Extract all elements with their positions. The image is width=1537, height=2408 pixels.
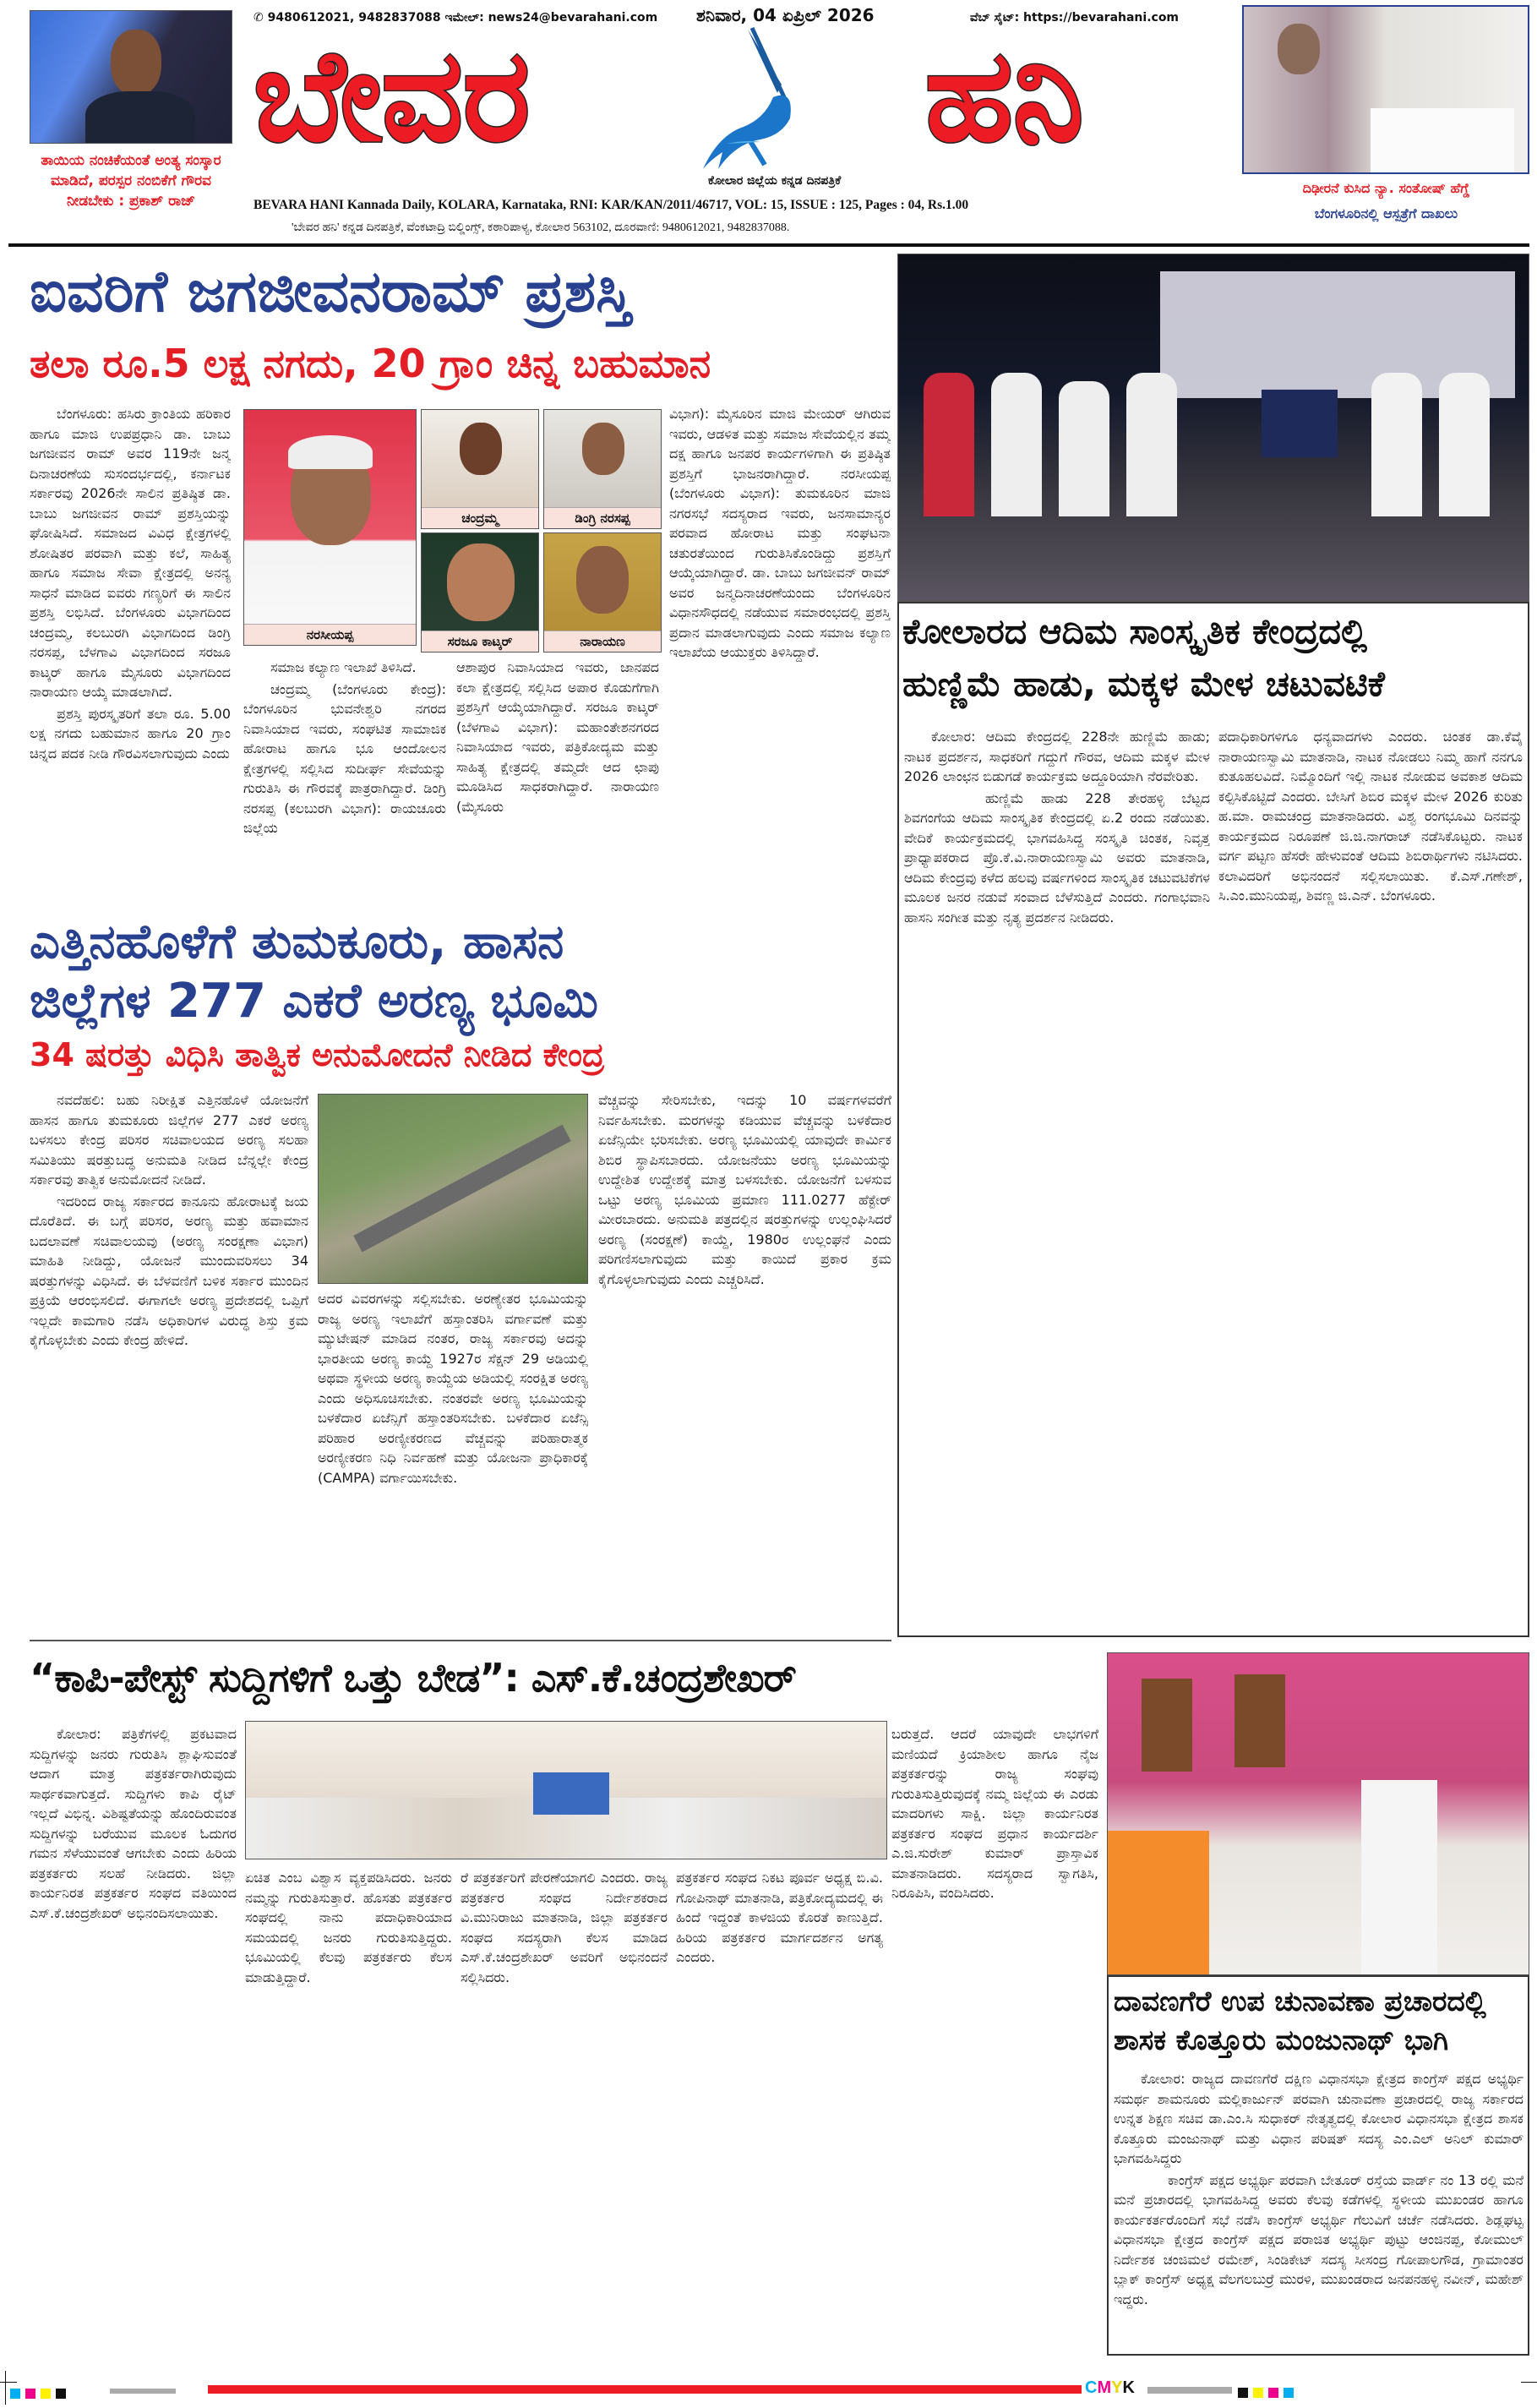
crop-mark xyxy=(0,2382,17,2383)
article-column: ಪತ್ರಕರ್ತರ ಸಂಘದ ನಿಕಟ ಪೂರ್ವ ಅಧ್ಯಕ್ಷ ಬಿ.ವಿ. ಗೋಪಿನಾಥ್ ಮಾತನಾಡಿ, ಪತ್ರಿಕೋದ್ಯಮದಲ್ಲಿ ಈ ಹಿಂದೆ ಇದ್ದಂತೆ ಕಾಳಜಿಯ ಕೊರತೆ ಕಾಣುತ್ತಿದೆ. ಹಿರಿಯ ಪತ್ರಕರ್ತರ ಮಾರ್ಗದರ್ಶನ ಅಗತ್ಯ ಎಂದರು. xyxy=(676,1870,883,1965)
ettinahole-canal-photo xyxy=(318,1094,588,1284)
article-column: ಪದಾಧಿಕಾರಿಗಳಿಗೂ ಧನ್ಯವಾದಗಳು ಎಂದರು. ಚಿಂತಕ ಡಾ.ಕೆವೈ ನಾರಾಯಣಸ್ವಾಮಿ ಮಾತನಾಡಿ, ನಾಟಕ ನೋಡಲು ನಿಮ್ಮ ಹಾಗೆ ನನಗೂ ಕುತೂಹಲವಿದೆ. ನಿಮ್ಮೊಂದಿಗೆ ಇಲ್ಲಿ ನಾಟಕ ನೋಡುವ ಅವಕಾಶ ಆದಿಮ ಕಲ್ಪಿಸಿಕೊಟ್ಟಿದೆ ಎಂದರು. ಬೇಸಿಗೆ ಶಿಬಿರ ಮಕ್ಕಳ ಮೇಳ 2026 ಕುರಿತು ಹ.ಮಾ. ರಾಮಚಂದ್ರ ಮಾತನಾಡಿದರು. ವಿಶ್ವ ರಂಗಭೂಮಿ ದಿನವನ್ನು ಕಾರ್ಯಕ್ರಮದ ನಿರೂಪಣೆ ಜಿ.ಜಿ.ನಾಗರಾಜ್ ನಡೆಸಿಕೊಟ್ಟರು. ನಾಟಕ ವರ್ಗ ಪಟ್ಟಣ ಹೆಸರೇ ಹೇಳುವಂತೆ ಆದಿಮ ಶಿಬಿರಾರ್ಥಿಗಳು ನಟಿಸಿದರು. ಕಲಾವಿದರಿಗೆ ಅಭಿನಂದನೆ ಸಲ್ಲಿಸಲಾಯಿತು. ಕೆ.ಎಸ್.ಗಣೇಶ್, ಸಿ.ಎಂ.ಮುನಿಯಪ್ಪ, ಶಿವಣ್ಣ ಜಿ.ಎನ್. ಬೆಂಗಳೂರು. xyxy=(1218,729,1523,904)
headline[interactable]: ಕೋಲಾರದ ಆದಿಮ ಸಾಂಸ್ಕೃತಿಕ ಕೇಂದ್ರದಲ್ಲಿ ಹುಣ್ಣಿಮೆ ಹಾಡು, ಮಕ್ಕಳ ಮೇಳ ಚಟುವಟಿಕೆ xyxy=(902,611,1385,704)
article-column: ಸಮಾಜ ಕಲ್ಯಾಣ ಇಲಾಖೆ ತಿಳಿಸಿದೆ. ಚಂದ್ರಮ್ಮ (ಬೆಂಗಳೂರು ಕೇಂದ್ರ): ಬೆಂಗಳೂರಿನ ಭುವನೇಶ್ವರಿ ನಗರದ ನಿವಾಸಿಯಾದ ಇವರು, ಸಂಘಟಿತ ಸಾಮಾಜಿಕ ಹೋರಾಟ ಹಾಗೂ ಭೂ ಆಂದೋಲನ ಕ್ಷೇತ್ರಗಳಲ್ಲಿ ಸಲ್ಲಿಸಿದ ಸುದೀರ್ಘ ಸೇವೆಯನ್ನು ಗುರುತಿಸಿ ಈ ಗೌರವಕ್ಕೆ ಪಾತ್ರರಾಗಿದ್ದಾರೆ. ಡಿಂಗ್ರಿ ನರಸಪ್ಪ (ಕಲಬುರಗಿ ವಿಭಾಗ): ರಾಯಚೂರು ಜಿಲ್ಲೆಯ xyxy=(243,659,446,836)
article-column: ಅದರ ವಿವರಗಳನ್ನು ಸಲ್ಲಿಸಬೇಕು. ಅರಣ್ಯೇತರ ಭೂಮಿಯನ್ನು ರಾಜ್ಯ ಅರಣ್ಯ ಇಲಾಖೆಗೆ ಹಸ್ತಾಂತರಿಸಿ ವರ್ಗಾವಣೆ ಮತ್ತು ಮ್ಯುಟೇಷನ್ ಮಾಡಿದ ನಂತರ, ರಾಜ್ಯ ಸರ್ಕಾರವು ಅದನ್ನು ಭಾರತೀಯ ಅರಣ್ಯ ಕಾಯ್ದೆ 1927ರ ಸೆಕ್ಷನ್ 29 ಅಡಿಯಲ್ಲಿ ಅಥವಾ ಸ್ಥಳೀಯ ಅರಣ್ಯ ಕಾಯ್ದೆಯ ಅಡಿಯಲ್ಲಿ ಸಂರಕ್ಷಿತ ಅರಣ್ಯ ಎಂದು ಅಧಿಸೂಚಿಸಬೇಕು. ನಂತರವೇ ಅರಣ್ಯ ಭೂಮಿಯನ್ನು ಬಳಕೆದಾರ ಏಜೆನ್ಸಿಗೆ ಹಸ್ತಾಂತರಿಸಬೇಕು. ಬಳಕೆದಾರ ಏಜೆನ್ಸಿ ಪರಿಹಾರ ಅರಣ್ಯೀಕರಣದ ವೆಚ್ಚವನ್ನು ಪರಿಹಾರಾತ್ಮಕ ಅರಣ್ಯೀಕರಣ ನಿಧಿ ನಿರ್ವಹಣೆ ಮತ್ತು ಯೋಜನಾ ಪ್ರಾಧಿಕಾರಕ್ಕೆ (CAMPA) ವರ್ಗಾಯಿಸಬೇಕು. xyxy=(318,1291,588,1486)
article-column: ರೆ ಪತ್ರಕರ್ತರಿಗೆ ಪೇರಣೆಯಾಗಲಿ ಎಂದರು. ರಾಜ್ಯ ಪತ್ರಕರ್ತರ ಸಂಘದ ನಿರ್ದೇಶಕರಾದ ವಿ.ಮುನಿರಾಜು ಮಾತನಾಡಿ, ಜಿಲ್ಲಾ ಪತ್ರಕರ್ತರ ಸಂಘದ ಸದಸ್ಯರಾಗಿ ಕೆಲಸ ಮಾಡಿದ ಎಸ್.ಕೆ.ಚಂದ್ರಶೇಖರ್ ಅವರಿಗೆ ಅಭಿನಂದನೆ ಸಲ್ಲಿಸಿದರು. xyxy=(461,1870,668,1985)
photo-caption: ಸರಜೂ ಕಾಟ್ಕರ್ xyxy=(422,631,538,652)
registration-line: BEVARA HANI Kannada Daily, KOLARA, Karnataka, RNI: KAR/KAN/2011/46717, VOL: 15, ISSUE : 125, Pages : 04, Rs.1.00 xyxy=(253,198,969,212)
article-column: ಕೋಲಾರ: ಪತ್ರಿಕೆಗಳಲ್ಲಿ ಪ್ರಕಟವಾದ ಸುದ್ದಿಗಳನ್ನು ಜನರು ಗುರುತಿಸಿ ಶ್ಲಾಘಿಸುವಂತೆ ಆದಾಗ ಮಾತ್ರ ಪತ್ರಕರ್ತರಾಗಿರುವುದು ಸಾರ್ಥಕವಾಗುತ್ತದೆ. ಸುದ್ದಿಗಳು ಕಾಪಿ ರೈಟ್ ಇಲ್ಲದೆ ವಿಭಿನ್ನ. ವಿಶಿಷ್ಟತೆಯನ್ನು ಹೊಂದಿರುವಂತ ಸುದ್ದಿಗಳನ್ನು ಬರೆಯುವ ಮೂಲಕ ಓದುಗರ ಗಮನ ಸೆಳೆಯುವಂತೆ ಆಗಬೇಕು ಎಂದು ಹಿರಿಯ ಪತ್ರಕರ್ತರು ಸಲಹೆ ನೀಡಿದರು. ಜಿಲ್ಲಾ ಕಾರ್ಯನಿರತ ಪತ್ರಕರ್ತರ ಸಂಘದ ವತಿಯಿಂದ ಎಸ್.ಕೆ.ಚಂದ್ರಶೇಖರ್ ಅಭಿನಂದಿಸಲಾಯಿತು. xyxy=(30,1726,237,1921)
right-teaser[interactable] xyxy=(1240,177,1532,225)
photo-narayana xyxy=(543,532,662,653)
right-teaser-line2: ಬೆಂಗಳೂರಿನಲ್ಲಿ ಆಸ್ಪತ್ರೆಗೆ ದಾಖಲು xyxy=(1314,205,1458,221)
photo-caption: ಡಿಂಗ್ರಿ ನರಸಪ್ಪ xyxy=(544,507,661,528)
color-swatches-right xyxy=(1238,2388,1294,2398)
gray-bar xyxy=(1147,2387,1232,2394)
photo-chandramma xyxy=(421,409,539,529)
prakash-raj-photo xyxy=(30,10,232,144)
article-column: ವಿಭಾಗ): ಮೈಸೂರಿನ ಮಾಜಿ ಮೇಯರ್ ಆಗಿರುವ ಇವರು, ಆಡಳಿತ ಮತ್ತು ಸಮಾಜ ಸೇವೆಯಲ್ಲಿನ ತಮ್ಮ ದಕ್ಷ ಹಾಗೂ ಜನಪರ ಕಾರ್ಯಗಳಿಗಾಗಿ ಈ ಪ್ರತಿಷ್ಠಿತ ಪ್ರಶಸ್ತಿಗೆ ಭಾಜನರಾಗಿದ್ದಾರೆ. ನರಸೀಯಪ್ಪ (ಬೆಂಗಳೂರು ವಿಭಾಗ): ತುಮಕೂರಿನ ಮಾಜಿ ನಗರಸಭೆ ಸದಸ್ಯರಾದ ಇವರು, ಜನಸಾಮಾನ್ಯರ ಪರವಾದ ಹೋರಾಟ ಮತ್ತು ಸಂಘಟನಾ ಚತುರತೆಯಿಂದ ಗುರುತಿಸಿಕೊಂಡಿದ್ದು ಪ್ರಶಸ್ತಿಗೆ ಆಯ್ಕೆಯಾಗಿದ್ದಾರೆ. ಡಾ. ಬಾಬು ಜಗಜೀವನ್ ರಾಮ್ ಅವರ ಜನ್ಮದಿನಾಚರಣೆಯಂದು ಬೆಂಗಳೂರಿನ ವಿಧಾನಸೌಧದಲ್ಲಿ ನಡೆಯುವ ಸಮಾರಂಭದಲ್ಲಿ ಪ್ರಶಸ್ತಿ ಪ್ರದಾನ ಮಾಡಲಾಗುವುದು ಎಂದು ಸಮಾಜ ಕಲ್ಯಾಣ ಇಲಾಖೆಯ ಆಯುಕ್ತರು ತಿಳಿಸಿದ್ದಾರೆ. xyxy=(669,406,891,660)
section-divider xyxy=(30,1640,891,1641)
crop-mark xyxy=(1521,2382,1537,2383)
photo-caption: ಚಂದ್ರಮ್ಮ xyxy=(422,507,538,528)
article-column: ನವದೆಹಲಿ: ಬಹು ನಿರೀಕ್ಷಿತ ಎತ್ತಿನಹೊಳೆ ಯೋಜನೆಗೆ ಹಾಸನ ಹಾಗೂ ತುಮಕೂರು ಜಿಲ್ಲೆಗಳ 277 ಎಕರೆ ಅರಣ್ಯ ಬಳಸಲು ಕೇಂದ್ರ ಪರಿಸರ ಸಚಿವಾಲಯದ ಅರಣ್ಯ ಸಲಹಾ ಸಮಿತಿಯು ಷರತ್ತುಬದ್ಧ ಅನುಮತಿ ನೀಡಿದ ಬೆನ್ನಲ್ಲೇ ಕೇಂದ್ರ ಸರ್ಕಾರವು ತಾತ್ವಿಕ ಅನುಮೋದನೆ ನೀಡಿದೆ. ಇದರಿಂದ ರಾಜ್ಯ ಸರ್ಕಾರದ ಕಾನೂನು ಹೋರಾಟಕ್ಕೆ ಜಯ ದೊರೆತಿದೆ. ಈ ಬಗ್ಗೆ ಪರಿಸರ, ಅರಣ್ಯ ಮತ್ತು ಹವಾಮಾನ ಬದಲಾವಣೆ ಸಚಿವಾಲಯವು (ಅರಣ್ಯ ಸಂರಕ್ಷಣಾ ವಿಭಾಗ) ಮಾಹಿತಿ ನೀಡಿದ್ದು, ಯೋಜನೆ ಮುಂದುವರಿಸಲು 34 ಷರತ್ತುಗಳನ್ನು ವಿಧಿಸಿದೆ. ಈ ಬೆಳವಣಿಗೆ ಬಳಿಕ ಸರ್ಕಾರ ಮುಂದಿನ ಪ್ರಕ್ರಿಯೆ ಆರಂಭಿಸಲಿದೆ. ಈಗಾಗಲೇ ಅರಣ್ಯ ಪ್ರದೇಶದಲ್ಲಿ ಒಪ್ಪಿಗೆ ಇಲ್ಲದೇ ಕಾಮಗಾರಿ ನಡೆಸಿ ಅಧಿಕಾರಿಗಳ ವಿರುದ್ಧ ಶಿಸ್ತು ಕ್ರಮ ಕೈಗೊಳ್ಳಬೇಕು ಎಂದು ಕೇಂದ್ರ ಹೇಳಿದೆ. xyxy=(30,1092,308,1348)
photo-dingri-narasappa xyxy=(543,409,662,529)
contact-line: ✆ 9480612021, 9482837088 ಇಮೇಲ್: news24@bevarahani.com xyxy=(253,11,658,25)
cmyk-label: CMYK xyxy=(1085,2378,1135,2397)
office-address: 'ಬೇವರ ಹನಿ' ಕನ್ನಡ ದಿನಪತ್ರಿಕೆ, ವೆಂಕಟಾದ್ರಿ ಬಿಲ್ಡಿಂಗ್ಸ್, ಕಠಾರಿಪಾಳ್ಯ, ಕೋಲಾರ 563102, ದೂರವಾಣಿ: 9480612021, 9482837088. xyxy=(292,221,790,234)
campaign-photo xyxy=(1107,1652,1529,1975)
headline[interactable]: “ಕಾಪಿ-ಪೇಸ್ಟ್ ಸುದ್ದಿಗಳಿಗೆ ಒತ್ತು ಬೇಡ”: ಎಸ್.ಕೆ.ಚಂದ್ರಶೇಖರ್ xyxy=(30,1655,796,1701)
blackbuck-logo-icon xyxy=(701,25,870,173)
logo-hani: ಹನಿ xyxy=(925,21,1084,170)
left-teaser[interactable]: ತಾಯಿಯ ನಂಚಿಕೆಯಂತೆ ಅಂತ್ಯ ಸಂಸ್ಕಾರ ಮಾಡಿದೆ, ಪರಸ್ಪರ ನಂಬಿಕೆಗೆ ಗೌರವ ನೀಡಬೇಕು : ಪ್ರಕಾಶ್ ರಾಜ್ xyxy=(41,152,221,210)
red-bar xyxy=(208,2385,1082,2394)
phone-icon: ✆ xyxy=(253,11,264,25)
article-column: ಕೋಲಾರ: ರಾಜ್ಯದ ದಾವಣಗೆರೆ ದಕ್ಷಿಣ ವಿಧಾನಸಭಾ ಕ್ಷೇತ್ರದ ಕಾಂಗ್ರೆಸ್ ಪಕ್ಷದ ಅಭ್ಯರ್ಥಿ ಸಮರ್ಥ ಶಾಮನೂರು ಮಲ್ಲಿಕಾರ್ಜುನ್ ಪರವಾಗಿ ಚುನಾವಣಾ ಪ್ರಚಾರದಲ್ಲಿ ರಾಜ್ಯ ಸರ್ಕಾರದ ಉನ್ನತ ಶಿಕ್ಷಣ ಸಚಿವ ಡಾ.ಎಂ.ಸಿ ಸುಧಾಕರ್ ನೇತೃತ್ವದಲ್ಲಿ ಕೋಲಾರ ವಿಧಾನಸಭಾ ಕ್ಷೇತ್ರದ ಶಾಸಕ ಕೊತ್ತೂರು ಮಂಜುನಾಥ್ ಮತ್ತು ವಿಧಾನ ಪರಿಷತ್ ಸದಸ್ಯ ಎಂ.ಎಲ್ ಅನಿಲ್ ಕುಮಾರ್ ಭಾಗವಹಿಸಿದ್ದರು ಕಾಂಗ್ರೆಸ್ ಪಕ್ಷದ ಅಭ್ಯರ್ಥಿ ಪರವಾಗಿ ಬೇತೂರ್ ರಸ್ತೆಯ ವಾರ್ಡ್ ನಂ 13 ರಲ್ಲಿ ಮನೆ ಮನೆ ಪ್ರಚಾರದಲ್ಲಿ ಭಾಗವಹಿಸಿದ್ದ ಅವರು ಕೆಲವು ಕಡೆಗಳಲ್ಲಿ ಸ್ಥಳೀಯ ಮುಖಂಡರ ಹಾಗೂ ಕಾರ್ಯಕರ್ತರೊಂದಿಗೆ ಸಭೆ ನಡೆಸಿ ಕಾಂಗ್ರೆಸ್ ಅಭ್ಯರ್ಥಿ ಗೆಲುವಿಗೆ ಚರ್ಚೆ ನಡೆಸಿದರು. ಶಿಡ್ಲಘಟ್ಟ ವಿಧಾನಸಭಾ ಕ್ಷೇತ್ರದ ಕಾಂಗ್ರೆಸ್ ಪಕ್ಷದ ಪರಾಜಿತ ಅಭ್ಯರ್ಥಿ ಪುಟ್ಟು ಆಂಜಿನಪ್ಪ, ಕೋಮುಲ್ ನಿರ್ದೇಶಕ ಚಂಜಿಮಲೆ ರಮೇಶ್, ಸಿಂಡಿಕೇಟ್ ಸದಸ್ಯ ಸೀಸಂದ್ರ ಗೋಪಾಲಗೌಡ, ಗ್ರಾಮಾಂತರ ಬ್ಲಾಕ್ ಕಾಂಗ್ರೆಸ್ ಅಧ್ಯಕ್ಷ ವೆಲಗಲಬುರ್ರೆ ಮುರಳಿ, ಮುಖಂಡರಾದ ಜನಪನಹಳ್ಳಿ ನವೀನ್, ಮಹೇಶ್ ಇದ್ದರು. xyxy=(1114,2071,1523,2307)
santosh-hegde-hospital-photo xyxy=(1242,5,1529,174)
headline[interactable]: ಎತ್ತಿನಹೊಳೆಗೆ ತುಮಕೂರು, ಹಾಸನ ಜಿಲ್ಲೆಗಳ 277 ಎಕರೆ ಅರಣ್ಯ ಭೂಮಿ xyxy=(30,915,598,1029)
photo-caption: ನಾರಾಯಣ xyxy=(544,631,661,652)
photo-narasiyappa xyxy=(243,409,417,646)
headline[interactable]: ಐವರಿಗೆ ಜಗಜೀವನರಾಮ್ ಪ್ರಶಸ್ತಿ xyxy=(30,259,632,325)
color-swatches-left xyxy=(10,2389,66,2399)
article-column: ಆಶಾಪುರ ನಿವಾಸಿಯಾದ ಇವರು, ಜಾನಪದ ಕಲಾ ಕ್ಷೇತ್ರದಲ್ಲಿ ಸಲ್ಲಿಸಿದ ಅಪಾರ ಕೊಡುಗೆಗಾಗಿ ಪ್ರಶಸ್ತಿಗೆ ಆಯ್ಕೆಯಾಗಿದ್ದಾರೆ. ಸರಜೂ ಕಾಟ್ಕರ್ (ಬೆಳಗಾವಿ ವಿಭಾಗ): ಮಹಾಂತೇಶನಗರದ ನಿವಾಸಿಯಾದ ಇವರು, ಪತ್ರಿಕೋದ್ಯಮ ಮತ್ತು ಸಾಹಿತ್ಯ ಕ್ಷೇತ್ರದಲ್ಲಿ ತಮ್ಮದೇ ಆದ ಛಾಪು ಮೂಡಿಸಿದ ಸಾಧಕರಾಗಿದ್ದಾರೆ. ನಾರಾಯಣ (ಮೈಸೂರು xyxy=(456,659,659,815)
masthead-rule xyxy=(8,243,1529,247)
article-column: ಬರುತ್ತದೆ. ಆದರೆ ಯಾವುದೇ ಲಾಭಗಳಿಗೆ ಮಣಿಯದೆ ಕ್ರಿಯಾಶೀಲ ಹಾಗೂ ನೈಜ ಪತ್ರಕರ್ತರನ್ನು ರಾಜ್ಯ ಸಂಘವು ಗುರುತಿಸುತ್ತಿರುವುದಕ್ಕೆ ನಮ್ಮ ಜಿಲ್ಲೆಯ ಈ ಎರಡು ಮಾದರಿಗಳು ಸಾಕ್ಷಿ. ಜಿಲ್ಲಾ ಕಾರ್ಯನಿರತ ಪತ್ರಕರ್ತರ ಸಂಘದ ಪ್ರಧಾನ ಕಾರ್ಯದರ್ಶಿ ಎ.ಜಿ.ಸುರೇಶ್ ಕುಮಾರ್ ಪ್ರಾಸ್ತಾವಿಕ ಮಾತನಾಡಿದರು. ಸದಸ್ಯರಾದ ಸ್ವಾಗತಿಸಿ, ನಿರೂಪಿಸಿ, ವಂದಿಸಿದರು. xyxy=(891,1726,1098,1901)
headline[interactable]: ದಾವಣಗೆರೆ ಉಪ ಚುನಾವಣಾ ಪ್ರಚಾರದಲ್ಲಿ ಶಾಸಕ ಕೊತ್ತೂರು ಮಂಜುನಾಥ್ ಭಾಗಿ xyxy=(1114,1985,1486,2056)
photo-caption: ನರಸೀಯಪ್ಪ xyxy=(244,624,416,645)
subheadline: 34 ಷರತ್ತು ವಿಧಿಸಿ ತಾತ್ವಿಕ ಅನುಮೋದನೆ ನೀಡಿದ ಕೇಂದ್ರ xyxy=(30,1036,605,1073)
issue-date: ಶನಿವಾರ, 04 ಏಪ್ರಿಲ್ 2026 xyxy=(696,5,875,25)
website[interactable]: ವೆಬ್ ಸೈಟ್: https://bevarahani.com xyxy=(970,11,1180,25)
gray-bar xyxy=(110,2389,176,2394)
article-column: ಬೆಂಗಳೂರು: ಹಸಿರು ಕ್ರಾಂತಿಯ ಹರಿಕಾರ ಹಾಗೂ ಮಾಜಿ ಉಪಪ್ರಧಾನಿ ಡಾ. ಬಾಬು ಜಗಜೀವನ ರಾಮ್ ಅವರ 119ನೇ ಜನ್ಮ ದಿನಾಚರಣೆಯ ಸುಸಂದರ್ಭದಲ್ಲಿ, ಕರ್ನಾಟಕ ಸರ್ಕಾರವು 2026ನೇ ಸಾಲಿನ ಪ್ರತಿಷ್ಠಿತ ಡಾ. ಬಾಬು ಜಗಜೀವನ ರಾಮ್ ಪ್ರಶಸ್ತಿಯನ್ನು ಘೋಷಿಸಿದೆ. ಸಮಾಜದ ವಿವಿಧ ಕ್ಷೇತ್ರಗಳಲ್ಲಿ ಶೋಷಿತರ ಪರವಾಗಿ ಮತ್ತು ಕಲೆ, ಸಾಹಿತ್ಯ ಹಾಗೂ ಸಮಾಜ ಸೇವಾ ಕ್ಷೇತ್ರದಲ್ಲಿ ಅನನ್ಯ ಸಾಧನೆ ಮಾಡಿದ ಐವರು ಗಣ್ಯರಿಗೆ ಈ ಸಾಲಿನ ಪ್ರಶಸ್ತಿ ಲಭಿಸಿದೆ. ಬೆಂಗಳೂರು ವಿಭಾಗದಿಂದ ಚಂದ್ರಮ್ಮ, ಕಲಬುರಗಿ ವಿಭಾಗದಿಂದ ಡಿಂಗ್ರಿ ನರಸಪ್ಪ, ಬೆಳಗಾವಿ ವಿಭಾಗದಿಂದ ಸರಜೂ ಕಾಟ್ಕರ್ ಹಾಗೂ ಮೈಸೂರು ವಿಭಾಗದಿಂದ ನಾರಾಯಣ ಆಯ್ಕೆ ಮಾಡಲಾಗಿದೆ. ಪ್ರಶಸ್ತಿ ಪುರಸ್ಕೃತರಿಗೆ ತಲಾ ರೂ. 5.00 ಲಕ್ಷ ನಗದು ಬಹುಮಾನ ಹಾಗೂ 20 ಗ್ರಾಂ ಚಿನ್ನದ ಪದಕ ನೀಡಿ ಗೌರವಿಸಲಾಗುವುದು ಎಂದು xyxy=(30,406,231,762)
tagline: ಕೋಲಾರ ಜಿಲ್ಲೆಯ ಕನ್ನಡ ದಿನಪತ್ರಿಕೆ xyxy=(708,174,842,188)
article-column: ಏಚಿತ ಎಂಬ ವಿಶ್ವಾಸ ವ್ಯಕ್ತಪಡಿಸಿದರು. ಜನರು ನಮ್ಮನ್ನು ಗುರುತಿಸುತ್ತಾರೆ. ಹೊಸತು ಪತ್ರಕರ್ತರ ಸಂಘದಲ್ಲಿ ನಾನು ಪದಾಧಿಕಾರಿಯಾದ ಸಮಯದಲ್ಲಿ ಜನರು ಗುರುತಿಸುತ್ತಿದ್ದರು. ಭೂಮಿಯಲ್ಲಿ ಕೆಲವು ಪತ್ರಕರ್ತರು ಕೆಲಸ ಮಾಡುತ್ತಿದ್ದಾರೆ. xyxy=(245,1870,452,1985)
article-column: ವೆಚ್ಚವನ್ನು ಸೇರಿಸಬೇಕು, ಇದನ್ನು 10 ವರ್ಷಗಳವರೆಗೆ ನಿರ್ವಹಿಸಬೇಕು. ಮರಗಳನ್ನು ಕಡಿಯುವ ವೆಚ್ಚವನ್ನು ಬಳಕೆದಾರ ಏಜೆನ್ಸಿಯೇ ಭರಿಸಬೇಕು. ಅರಣ್ಯ ಭೂಮಿಯಲ್ಲಿ ಯಾವುದೇ ಕಾರ್ಮಿಕ ಶಿಬಿರ ಸ್ಥಾಪಿಸಬಾರದು. ಯೋಜನೆಯು ಅರಣ್ಯ ಭೂಮಿಯನ್ನು ಉದ್ದೇಶಿತ ಉದ್ದೇಶಕ್ಕೆ ಮಾತ್ರ ಬಳಸಬೇಕು. ಯೋಜನೆಗೆ ಬಳಸುವ ಒಟ್ಟು ಅರಣ್ಯ ಭೂಮಿಯ ಪ್ರಮಾಣ 111.0277 ಹೆಕ್ಟೇರ್ ಮೀರಬಾರದು. ಅನುಮತಿ ಪತ್ರದಲ್ಲಿನ ಷರತ್ತುಗಳನ್ನು ಉಲ್ಲಂಘಿಸಿದರೆ ಅರಣ್ಯ (ಸಂರಕ್ಷಣೆ) ಕಾಯ್ದೆ, 1980ರ ಉಲ್ಲಂಘನೆ ಎಂದು ಪರಿಗಣಿಸಲಾಗುವುದು ಮತ್ತು ಕಾಯಿದೆ ಪ್ರಕಾರ ಕ್ರಮ ಕೈಗೊಳ್ಳಲಾಗುವುದು ಎಂದು ಎಚ್ಚರಿಸಿದೆ. xyxy=(598,1092,891,1287)
logo-bevara: ಬೇವರ xyxy=(253,21,531,170)
crop-mark xyxy=(5,2371,6,2405)
photo-saraju-katkar xyxy=(421,532,539,653)
adima-event-photo xyxy=(897,254,1529,602)
subheadline: ತಲಾ ರೂ.5 ಲಕ್ಷ ನಗದು, 20 ಗ್ರಾಂ ಚಿನ್ನ ಬಹುಮಾನ xyxy=(30,341,711,386)
journalists-felicitation-photo xyxy=(245,1721,887,1859)
article-column: ಕೋಲಾರ: ಆದಿಮ ಕೇಂದ್ರದಲ್ಲಿ 228ನೇ ಹುಣ್ಣಿಮೆ ಹಾಡು; ನಾಟಕ ಪ್ರದರ್ಶನ, ಸಾಧಕರಿಗೆ ಗದ್ದುಗೆ ಗೌರವ, ಆದಿಮ ಮಕ್ಕಳ ಮೇಳ 2026 ಲಾಂಛನ ಬಿಡುಗಡೆ ಕಾರ್ಯಕ್ರಮ ಅದ್ದೂರಿಯಾಗಿ ನೆರವೇರಿತು. ಹುಣ್ಣಿಮೆ ಹಾಡು 228 ತೇರಹಳ್ಳಿ ಬೆಟ್ಟದ ಶಿವಗಂಗೆಯ ಆದಿಮ ಸಾಂಸ್ಕೃತಿಕ ಕೇಂದ್ರದಲ್ಲಿ ಏ.2 ರಂದು ನಡೆಯಿತು. ವೇದಿಕೆ ಕಾರ್ಯಕ್ರಮದಲ್ಲಿ ಭಾಗವಹಿಸಿದ್ದ ಸಂಸ್ಕೃತಿ ಚಿಂತಕ, ನಿವೃತ್ತ ಪ್ರಾಧ್ಯಾಪಕರಾದ ಪ್ರೊ.ಕೆ.ವಿ.ನಾರಾಯಣಸ್ವಾಮಿ ಅವರು ಮಾತನಾಡಿ, ಆದಿಮ ಕೇಂದ್ರವು ಕಳೆದ ಹಲವು ವರ್ಷಗಳಿಂದ ಸಾಂಸ್ಕೃತಿಕ ಚಟುವಟಿಕೆಗಳ ಮೂಲಕ ಜನರ ನಡುವೆ ಸಂವಾದ ಬೆಳೆಸುತ್ತಿದೆ ಎಂದರು. ಗಂಗಾಭವಾನಿ ಹಾಸನಿ ಸಂಗೀತ ಮತ್ತು ನೃತ್ಯ ಪ್ರದರ್ಶನ ನೀಡಿದರು. xyxy=(904,729,1210,926)
right-teaser-line1: ದಿಢೀರನೆ ಕುಸಿದ ನ್ಯಾ. ಸಂತೋಷ್ ಹೆಗ್ಡೆ xyxy=(1302,180,1470,196)
